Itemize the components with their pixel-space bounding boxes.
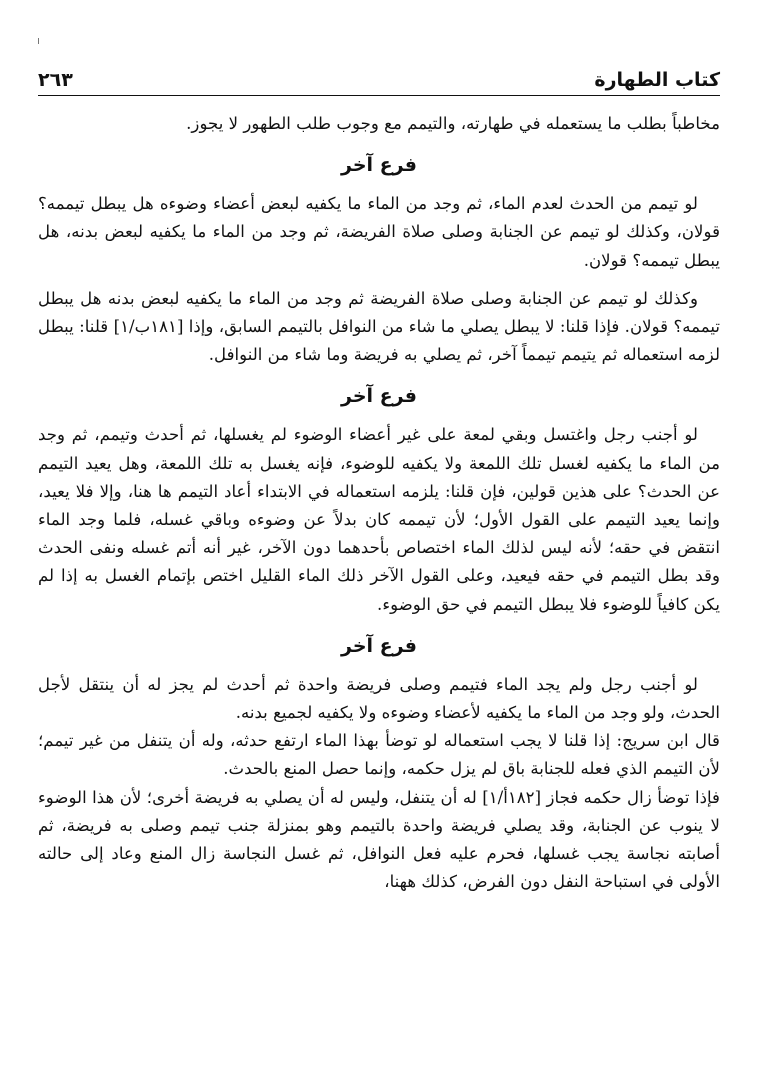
paragraph: قال ابن سريج: إذا قلنا لا يجب استعماله لو توضأ بهذا الماء ارتفع حدثه، وله أن يتنفل من غير تيمم؛ لأن التيمم الذي فعله للجنابة باق لم يزل حكمه، وإنما حصل المنع بالحدث. [38, 731, 720, 779]
book-title: كتاب الطهارة [594, 69, 720, 91]
paragraph: فإذا توضأ زال حكمه فجاز [١٨٢أ/١] له أن يتنفل، وليس له أن يصلي به فريضة أخرى؛ لأن هذا الوضوء لا ينوب عن الجنابة، وقد يصلي فريضة واحدة بالتيمم وهو بمنزلة جنب تيمم وصلى به فريضة، ثم أصابته نجاسة يجب غسلها، فحرم عليه فعل النوافل، ثم غسل النجاسة زال المنع وعاد إلى حالته الأولى في استباحة النفل دون الفرض، كذلك ههنا، [38, 787, 720, 892]
page-number: ٢٦٣ [38, 69, 73, 91]
paragraph: وكذلك لو تيمم عن الجنابة وصلى صلاة الفريضة ثم وجد من الماء ما يكفيه لبعض بدنه هل يبطل تيممه؟ قولان. فإذا قلنا: لا يبطل يصلي ما شاء من النوافل بالتيمم السابق، وإذا [١٨١ب/١] قلنا: يبطل لزمه استعماله ثم يتيمم تيمماً آخر، ثم يصلي به فريضة وما شاء من النوافل. [38, 288, 720, 365]
paragraph: لو تيمم من الحدث لعدم الماء، ثم وجد من الماء ما يكفيه لبعض أعضاء وضوءه هل يبطل تيممه؟ قولان، وكذلك لو تيمم عن الجنابة وصلى صلاة الفريضة، ثم وجد من الماء ما يكفيه لبعض بدنه، هل يبطل تيممه؟ قولان. [38, 194, 720, 270]
section-title: فرع آخر [341, 385, 417, 408]
running-header [38, 62, 720, 96]
paragraph: لو أجنب رجل ولم يجد الماء فتيمم وصلى فريضة واحدة ثم أحدث لم يجز له أن ينتقل لأجل الحدث، ولو وجد من الماء ما يكفيه لأعضاء وضوءه ولا يكفيه لجميع بدنه. [38, 674, 720, 723]
intro-line: مخاطباً بطلب ما يستعمله في طهارته، والتيمم مع وجوب طلب الطهور لا يجوز. [186, 114, 720, 133]
section-title: فرع آخر [341, 154, 417, 177]
section-title: فرع آخر [341, 634, 417, 657]
page-body [38, 110, 720, 896]
scan-mark [38, 38, 39, 44]
paragraph: لو أجنب رجل واغتسل وبقي لمعة على غير أعضاء الوضوء لم يغسلها، ثم أحدث وتيمم، ثم وجد من الماء ما يكفيه لغسل تلك اللمعة ولا يكفيه للوضوء، فإنه يغسل به تلك اللمعة، وهل يعيد التيمم عن الحدث؟ على هذين قولين، فإن قلنا: يلزمه استعماله في الابتداء أعاد التيمم ها هنا، وإلا فلا يعيد، وإنما يعيد التيمم على القول الأول؛ لأن تيممه كان بدلاً عن وضوءه وباقي غسله، فلما وجد الماء انتقض في حقه؛ لأنه ليس لذلك الماء اختصاص بأحدهما دون الآخر، غير أنه أتم غسله ونفى الحدث وقد بطل التيمم في حقه فيعيد، وعلى القول الآخر ذلك الماء القليل اختص بإتمام الغسل به إذا لم يكن كافياً للوضوء فلا يبطل التيمم في حق الوضوء. [38, 425, 720, 614]
